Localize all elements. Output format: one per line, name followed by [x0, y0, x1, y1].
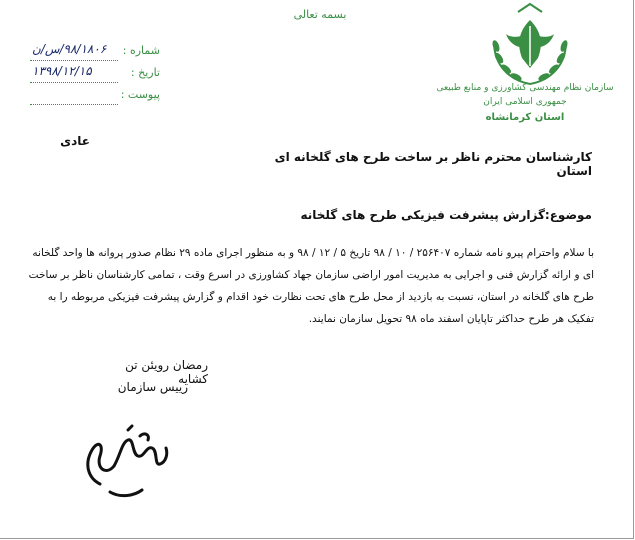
- body-line: با سلام واحترام پیرو نامه شماره ۲۵۶۴۰۷ / ۱۰ / ۹۸ تاریخ ۵ / ۱۲ / ۹۸ و به منظور اجرای ماده ۲۹ نظام صدور پروانه ها واحد گلخانه: [32, 247, 594, 259]
- letter-body: [28, 242, 594, 330]
- number-value: ۹۸/۱۸۰۶/س/ن: [32, 42, 107, 56]
- attachment-dotted-line: [30, 104, 118, 105]
- wheat-leaf-emblem-icon: [480, 2, 580, 92]
- signer-title: رییس سازمان: [117, 380, 188, 394]
- number-row: [30, 42, 160, 64]
- body-line: طرح های گلخانه در استان، نسبت به بازدید از محل طرح های تحت نظارت خود اقدام و گزارش پیشرفت فیزیکی مربوطه را به: [47, 291, 594, 303]
- basmala-heading: بسمه تعالی: [293, 8, 347, 21]
- body-line: ای و ارائه گزارش فنی و اجرایی به مدیریت امور اراضی سازمان جهاد کشاورزی در اسرع وقت ، تمامی کارشناسان ناظر بر ساخت: [28, 269, 594, 281]
- organization-name: [430, 82, 620, 127]
- number-dotted-line: [30, 60, 118, 61]
- date-dotted-line: [30, 82, 118, 83]
- letter-meta: [30, 42, 160, 108]
- signer-name: رمضان رویئن تن کشایه: [125, 358, 208, 386]
- body-line: تفکیک هر طرح حداکثر تاپایان اسفند ماه ۹۸ تحویل سازمان نمایند.: [308, 313, 594, 325]
- org-line-2: جمهوری اسلامی ایران: [483, 97, 567, 107]
- subject-line: موضوع:گزارش پیشرفت فیزیکی طرح های گلخانه: [300, 208, 592, 222]
- recipient-line: کارشناسان محترم ناظر بر ساخت طرح های گلخانه ای استان: [274, 150, 592, 178]
- org-line-3: استان کرمانشاه: [485, 112, 565, 123]
- number-label: شماره :: [122, 44, 160, 57]
- classification-label: عادی: [60, 134, 90, 148]
- attachment-label: پیوست :: [120, 88, 160, 101]
- date-row: [30, 64, 160, 86]
- date-label: تاریخ :: [130, 66, 160, 79]
- handwritten-signature: [70, 406, 190, 516]
- attachment-row: [30, 86, 160, 108]
- date-value: ۱۳۹۸/۱۲/۱۵: [32, 64, 92, 78]
- org-line-1: سازمان نظام مهندسی کشاورزی و منابع طبیعی: [436, 83, 614, 93]
